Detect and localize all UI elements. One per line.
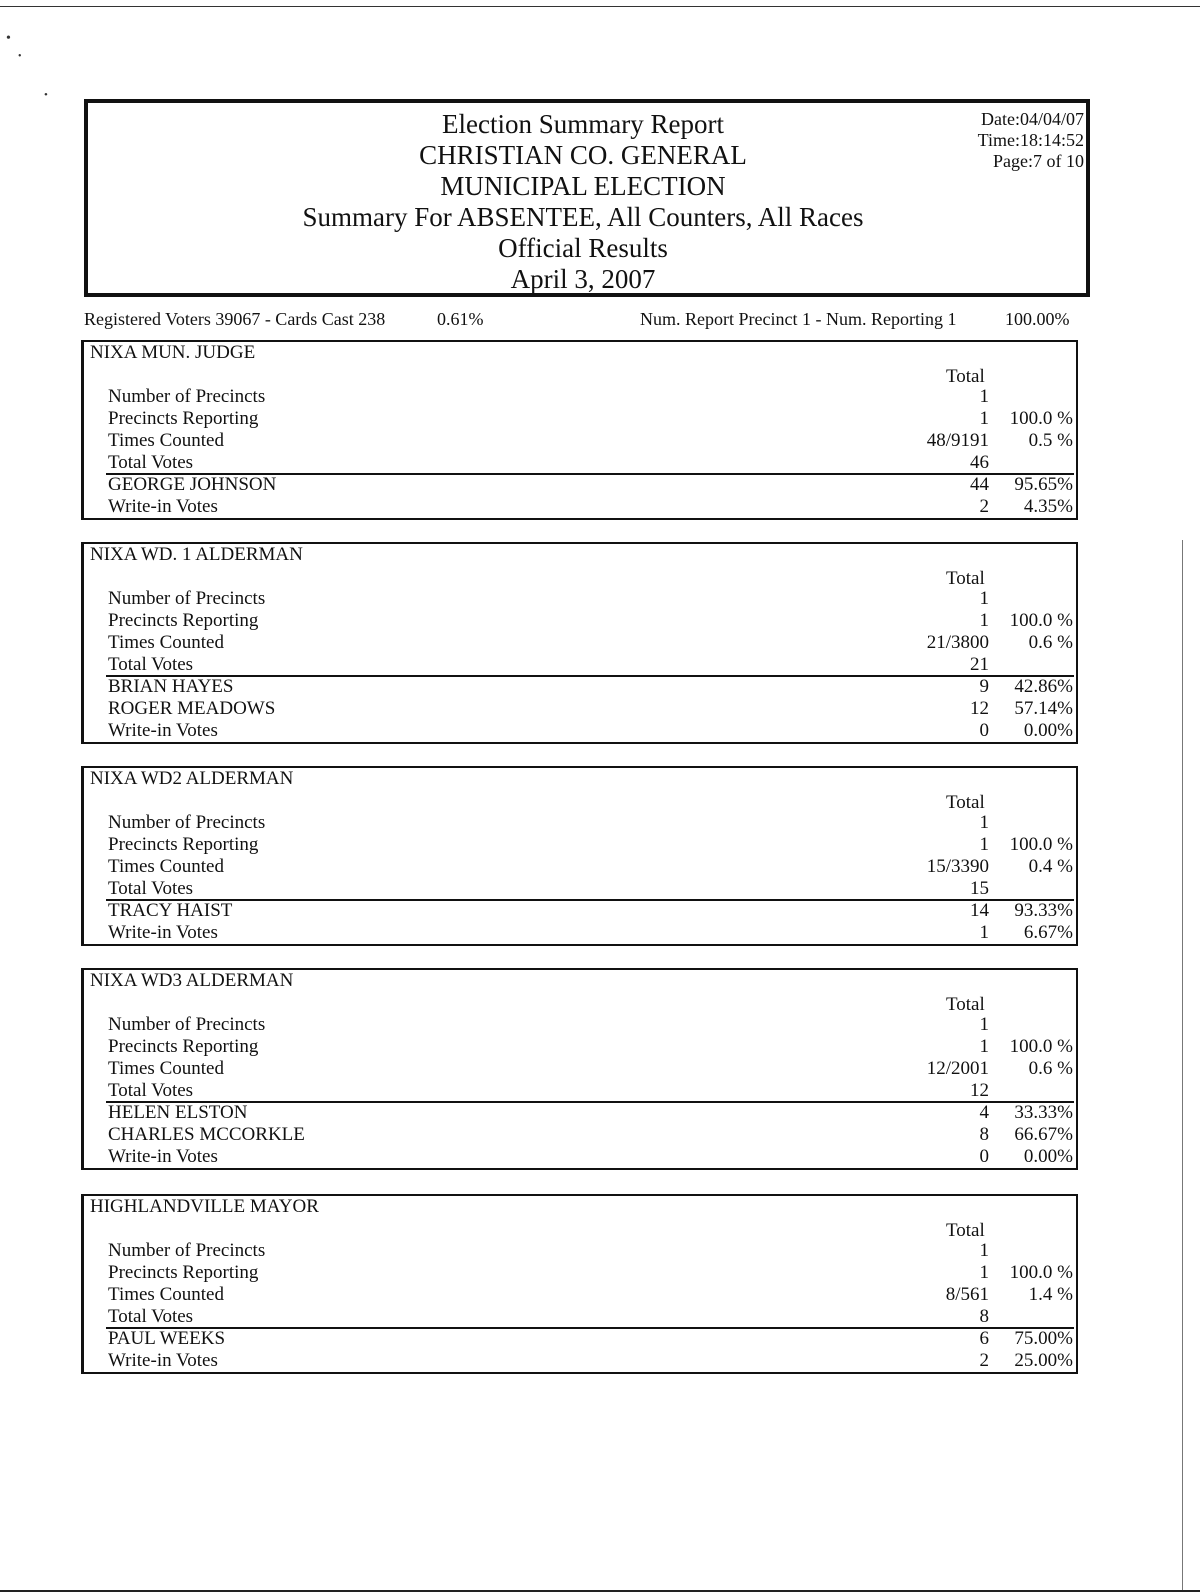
row-label: Number of Precincts bbox=[108, 812, 266, 833]
row-value: 8 bbox=[979, 1306, 989, 1327]
candidate-row bbox=[84, 1102, 1077, 1124]
stat-row-total-votes bbox=[84, 1306, 1077, 1328]
row-label: Number of Precincts bbox=[108, 1240, 266, 1261]
candidate-percent: 42.86% bbox=[1014, 676, 1073, 697]
race-title: NIXA MUN. JUDGE bbox=[90, 342, 256, 363]
race-title: NIXA WD. 1 ALDERMAN bbox=[90, 544, 303, 565]
race-title: HIGHLANDVILLE MAYOR bbox=[90, 1196, 319, 1217]
total-column-header: Total bbox=[946, 568, 985, 589]
title-line: April 3, 2007 bbox=[510, 264, 656, 294]
cards-cast-percent: 0.61% bbox=[437, 309, 484, 329]
row-label: Number of Precincts bbox=[108, 1014, 266, 1035]
stat-row-precincts-reporting bbox=[84, 1036, 1077, 1058]
race-title: NIXA WD2 ALDERMAN bbox=[90, 768, 294, 789]
candidate-row bbox=[84, 922, 1077, 944]
candidate-name: Write-in Votes bbox=[108, 1350, 218, 1371]
candidate-votes: 6 bbox=[979, 1328, 989, 1349]
row-label: Precincts Reporting bbox=[108, 834, 259, 855]
row-value: 8/561 bbox=[945, 1284, 989, 1305]
candidate-votes: 8 bbox=[979, 1124, 989, 1145]
candidate-percent: 66.67% bbox=[1014, 1124, 1073, 1145]
row-label: Total Votes bbox=[108, 654, 194, 675]
row-value: 21/3800 bbox=[926, 632, 989, 653]
candidate-row bbox=[84, 900, 1077, 922]
stat-row-precincts-reporting bbox=[84, 834, 1077, 856]
row-percent: 0.6 % bbox=[1028, 1058, 1073, 1079]
stat-row-total-votes bbox=[84, 878, 1077, 900]
row-percent: 100.0 % bbox=[1009, 834, 1073, 855]
candidate-votes: 0 bbox=[979, 1146, 989, 1167]
title-line: MUNICIPAL ELECTION bbox=[440, 171, 726, 201]
candidate-name: TRACY HAIST bbox=[108, 900, 233, 921]
row-label: Number of Precincts bbox=[108, 386, 266, 407]
stat-row-number-of-precincts bbox=[84, 812, 1077, 834]
row-percent: 0.6 % bbox=[1028, 632, 1073, 653]
row-value: 15 bbox=[970, 878, 989, 899]
candidate-percent: 25.00% bbox=[1014, 1350, 1073, 1371]
candidate-name: HELEN ELSTON bbox=[108, 1102, 248, 1123]
report-date: Date:04/04/07 bbox=[981, 109, 1084, 129]
candidate-votes: 0 bbox=[979, 720, 989, 741]
row-percent: 100.0 % bbox=[1009, 610, 1073, 631]
stat-row-total-votes bbox=[84, 1080, 1077, 1102]
row-value: 1 bbox=[979, 812, 989, 833]
candidate-votes: 14 bbox=[970, 900, 989, 921]
row-label: Times Counted bbox=[108, 632, 224, 653]
candidate-percent: 93.33% bbox=[1014, 900, 1073, 921]
row-value: 1 bbox=[979, 1036, 989, 1057]
total-column-header: Total bbox=[946, 1220, 985, 1241]
row-value: 48/9191 bbox=[926, 430, 989, 451]
row-value: 12 bbox=[970, 1080, 989, 1101]
row-label: Number of Precincts bbox=[108, 588, 266, 609]
candidate-row bbox=[84, 1146, 1077, 1168]
candidate-percent: 4.35% bbox=[1023, 496, 1073, 517]
row-value: 46 bbox=[970, 452, 989, 473]
scan-speck: • bbox=[44, 89, 48, 101]
candidate-votes: 1 bbox=[979, 922, 989, 943]
candidate-row bbox=[84, 1350, 1077, 1372]
candidate-row bbox=[84, 474, 1077, 496]
row-label: Precincts Reporting bbox=[108, 408, 259, 429]
row-value: 21 bbox=[970, 654, 989, 675]
candidate-row bbox=[84, 1124, 1077, 1146]
scan-top-rule bbox=[0, 6, 1200, 7]
candidate-percent: 0.00% bbox=[1023, 1146, 1073, 1167]
precinct-reporting: Num. Report Precinct 1 - Num. Reporting 1 bbox=[640, 309, 957, 329]
total-column-header: Total bbox=[946, 366, 985, 387]
reporting-percent: 100.00% bbox=[1005, 309, 1070, 329]
scan-speck: • bbox=[6, 31, 11, 46]
candidate-votes: 4 bbox=[979, 1102, 989, 1123]
race-highlandville-mayor bbox=[81, 1194, 1078, 1374]
race-nixa-wd3-alderman bbox=[81, 968, 1078, 1170]
report-meta bbox=[978, 109, 1084, 172]
report-header bbox=[84, 99, 1090, 297]
candidate-votes: 9 bbox=[979, 676, 989, 697]
row-label: Precincts Reporting bbox=[108, 1262, 259, 1283]
candidate-row bbox=[84, 1328, 1077, 1350]
row-percent: 0.4 % bbox=[1028, 856, 1073, 877]
row-value: 1 bbox=[979, 1262, 989, 1283]
row-label: Total Votes bbox=[108, 452, 194, 473]
row-label: Precincts Reporting bbox=[108, 1036, 259, 1057]
stat-row-times-counted bbox=[84, 632, 1077, 654]
race-title: NIXA WD3 ALDERMAN bbox=[90, 970, 294, 991]
candidate-name: PAUL WEEKS bbox=[108, 1328, 226, 1349]
row-value: 1 bbox=[979, 834, 989, 855]
candidate-name: Write-in Votes bbox=[108, 720, 218, 741]
row-label: Total Votes bbox=[108, 878, 194, 899]
candidate-name: Write-in Votes bbox=[108, 1146, 218, 1167]
total-column-header: Total bbox=[946, 792, 985, 813]
row-label: Times Counted bbox=[108, 1284, 224, 1305]
stat-row-times-counted bbox=[84, 1058, 1077, 1080]
candidate-name: Write-in Votes bbox=[108, 496, 218, 517]
candidate-row bbox=[84, 720, 1077, 742]
candidate-name: CHARLES MCCORKLE bbox=[108, 1124, 305, 1145]
stat-row-number-of-precincts bbox=[84, 1014, 1077, 1036]
stat-row-number-of-precincts bbox=[84, 386, 1077, 408]
candidate-votes: 44 bbox=[970, 474, 989, 495]
title-line: Official Results bbox=[498, 233, 668, 263]
total-column-header: Total bbox=[946, 994, 985, 1015]
row-percent: 100.0 % bbox=[1009, 408, 1073, 429]
row-value: 1 bbox=[979, 610, 989, 631]
candidate-percent: 6.67% bbox=[1023, 922, 1073, 943]
row-percent: 0.5 % bbox=[1028, 430, 1073, 451]
stat-row-times-counted bbox=[84, 1284, 1077, 1306]
scan-speck: • bbox=[18, 51, 22, 62]
candidate-percent: 95.65% bbox=[1014, 474, 1073, 495]
race-nixa-mun-judge bbox=[81, 340, 1078, 520]
row-label: Total Votes bbox=[108, 1080, 194, 1101]
row-value: 1 bbox=[979, 1014, 989, 1035]
stat-row-total-votes bbox=[84, 452, 1077, 474]
row-label: Times Counted bbox=[108, 1058, 224, 1079]
registered-voters: Registered Voters 39067 - Cards Cast 238 bbox=[84, 309, 386, 329]
row-value: 12/2001 bbox=[926, 1058, 989, 1079]
row-label: Times Counted bbox=[108, 856, 224, 877]
stat-row-times-counted bbox=[84, 856, 1077, 878]
report-title bbox=[88, 109, 1078, 295]
candidate-name: Write-in Votes bbox=[108, 922, 218, 943]
row-percent: 100.0 % bbox=[1009, 1262, 1073, 1283]
candidate-votes: 2 bbox=[979, 1350, 989, 1371]
candidate-row bbox=[84, 676, 1077, 698]
row-value: 1 bbox=[979, 408, 989, 429]
row-label: Total Votes bbox=[108, 1306, 194, 1327]
stat-row-precincts-reporting bbox=[84, 1262, 1077, 1284]
candidate-name: ROGER MEADOWS bbox=[108, 698, 276, 719]
candidate-percent: 57.14% bbox=[1014, 698, 1073, 719]
stat-row-total-votes bbox=[84, 654, 1077, 676]
title-line: Summary For ABSENTEE, All Counters, All Races bbox=[302, 202, 864, 232]
page-number: Page:7 of 10 bbox=[993, 151, 1084, 171]
row-label: Precincts Reporting bbox=[108, 610, 259, 631]
race-nixa-wd2-alderman bbox=[81, 766, 1078, 946]
candidate-row bbox=[84, 698, 1077, 720]
scan-right-edge bbox=[1182, 540, 1183, 1590]
stat-row-times-counted bbox=[84, 430, 1077, 452]
candidate-percent: 33.33% bbox=[1014, 1102, 1073, 1123]
stat-row-number-of-precincts bbox=[84, 1240, 1077, 1262]
title-line: Election Summary Report bbox=[442, 109, 724, 139]
candidate-row bbox=[84, 496, 1077, 518]
scan-bottom-rule bbox=[0, 1590, 1200, 1592]
row-value: 1 bbox=[979, 1240, 989, 1261]
candidate-votes: 12 bbox=[970, 698, 989, 719]
race-nixa-wd1-alderman bbox=[81, 542, 1078, 744]
candidate-votes: 2 bbox=[979, 496, 989, 517]
stat-row-number-of-precincts bbox=[84, 588, 1077, 610]
candidate-percent: 0.00% bbox=[1023, 720, 1073, 741]
title-line: CHRISTIAN CO. GENERAL bbox=[419, 140, 747, 170]
candidate-percent: 75.00% bbox=[1014, 1328, 1073, 1349]
row-percent: 100.0 % bbox=[1009, 1036, 1073, 1057]
report-time: Time:18:14:52 bbox=[977, 130, 1084, 150]
stat-row-precincts-reporting bbox=[84, 610, 1077, 632]
row-value: 15/3390 bbox=[926, 856, 989, 877]
row-label: Times Counted bbox=[108, 430, 224, 451]
candidate-name: BRIAN HAYES bbox=[108, 676, 234, 697]
row-value: 1 bbox=[979, 588, 989, 609]
row-percent: 1.4 % bbox=[1028, 1284, 1073, 1305]
candidate-name: GEORGE JOHNSON bbox=[108, 474, 277, 495]
stat-row-precincts-reporting bbox=[84, 408, 1077, 430]
row-value: 1 bbox=[979, 386, 989, 407]
